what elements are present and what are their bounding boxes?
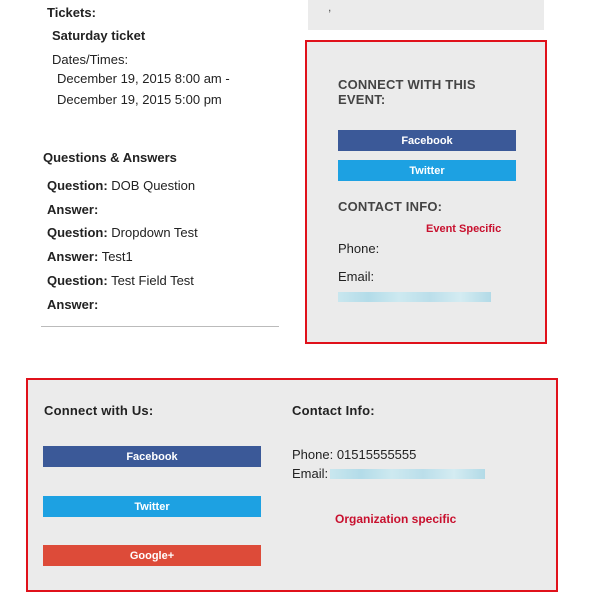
qa-title: Questions & Answers	[43, 150, 177, 165]
tickets-label: Tickets:	[47, 5, 96, 20]
org-phone-row	[292, 447, 416, 462]
qa-row	[47, 297, 98, 312]
qa-value: DOB Question	[111, 178, 196, 193]
top-grey-strip	[308, 0, 544, 30]
org-phone-value: 01515555555	[336, 447, 417, 462]
org-facebook-button[interactable]: Facebook	[43, 446, 261, 467]
org-connect-heading: Connect with Us:	[44, 403, 154, 418]
date-start: December 19, 2015 8:00 am -	[57, 71, 230, 86]
event-facebook-button[interactable]: Facebook	[338, 130, 516, 151]
event-email-redacted	[338, 292, 491, 302]
event-email-label: Email:	[338, 269, 375, 284]
qa-row	[47, 225, 198, 240]
org-email-redacted	[330, 469, 485, 479]
ticket-name: Saturday ticket	[52, 28, 146, 43]
qa-row	[47, 249, 133, 264]
org-googleplus-button[interactable]: Google+	[43, 545, 261, 566]
event-connect-panel	[305, 40, 547, 344]
org-twitter-button[interactable]: Twitter	[43, 496, 261, 517]
qa-row	[47, 273, 194, 288]
qa-value: Dropdown Test	[111, 225, 198, 240]
org-specific-note: Organization specific	[335, 512, 457, 526]
qa-value: Test Field Test	[111, 273, 194, 288]
qa-label: Question:	[47, 178, 108, 193]
dates-label: Dates/Times:	[52, 52, 129, 67]
qa-value: Test1	[101, 249, 133, 264]
qa-label: Question:	[47, 273, 108, 288]
date-end: December 19, 2015 5:00 pm	[57, 92, 222, 107]
event-specific-note: Event Specific	[426, 223, 502, 235]
org-phone-label: Phone:	[292, 447, 334, 462]
org-contact-heading: Contact Info:	[292, 403, 375, 418]
org-connect-panel	[26, 378, 558, 592]
qa-label: Answer:	[47, 297, 99, 312]
top-strip-text: ,	[328, 0, 332, 14]
qa-row	[47, 202, 98, 217]
qa-label: Answer:	[47, 202, 99, 217]
qa-label: Question:	[47, 225, 108, 240]
event-connect-heading	[338, 77, 476, 107]
qa-row	[47, 178, 195, 193]
event-connect-heading-line1: CONNECT WITH THIS	[338, 77, 476, 92]
event-contact-heading: CONTACT INFO:	[338, 199, 443, 214]
divider	[41, 326, 279, 327]
event-phone-label: Phone:	[338, 241, 380, 256]
event-twitter-button[interactable]: Twitter	[338, 160, 516, 181]
event-connect-heading-line2: EVENT:	[338, 92, 386, 107]
qa-label: Answer:	[47, 249, 99, 264]
org-email-label: Email:	[292, 466, 329, 481]
